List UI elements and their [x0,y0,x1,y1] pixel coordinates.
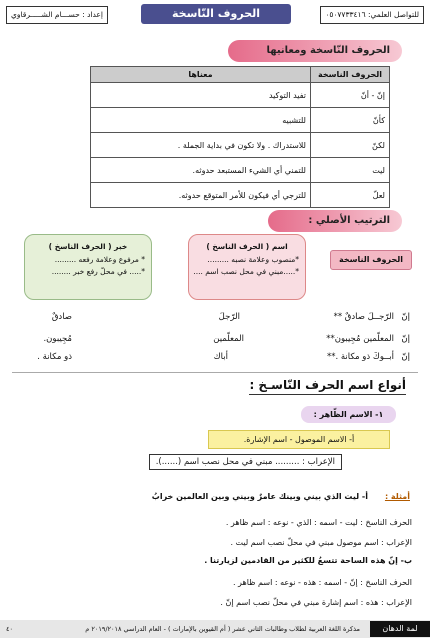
section-types-title: أنواع اسم الحرف النّاسـخ : [249,378,406,395]
zahir-label: ١- الاسم الظّاهر : [301,406,396,423]
example-khabar: ذو مكانة . [37,352,72,362]
page-footer [0,620,430,638]
example-ism: المعلّمين [213,334,244,344]
page-number: ٤٠ [6,625,13,633]
ism-line: *.....مبني في محل نصب اسم .... [193,267,299,276]
khabar-card [24,234,152,300]
table-header-row [91,67,390,83]
example-sentence: الرّجــلَ صادقٌ ** [333,312,394,322]
table-cell: لكنّ [311,133,390,158]
table-cell: للاستدراك . ولا تكون في بداية الجملة . [91,133,311,158]
example-a-line1: الحرف الناسخ : ليت - اسمه : الذي - نوعه : اسم ظاهر . [225,518,412,527]
table-row [91,183,390,208]
page-title: الحروف النّاسخة [141,4,291,24]
example-b-line2: الإعراب : هذه : اسم إشارة مبني في محلّ نصب اسم إنّ . [220,598,412,607]
example-ism: أباك [213,352,228,362]
example-khabar: صادقٌ [51,312,72,322]
footer-text: مذكرة اللغة العربية لطلاب وطالبات الثاني عشر ( أم القيوين بالإمارات ) - العام الدراسي ٢٠١٩/٢٠١٨ م [85,625,360,633]
table-cell: إنّ - أنّ [311,83,390,108]
divider [12,372,418,373]
example-b: ب- إنّ هذه الساحة تتسعُ للكثير من القادمين لزيارتنا . [204,556,412,565]
example-sentence: المعلّمين مُجِيبون** [326,334,394,344]
mawsul-ishara-label: أ- الاسم الموصول - اسم الإشارة. [208,430,390,449]
table-cell: للتشبيه [91,108,311,133]
brand-logo: لمة الدهان [370,621,430,637]
meanings-table [90,66,390,208]
nasikh-tag: الحروف الناسخة [330,250,412,270]
table-cell: تفيد التوكيد [91,83,311,108]
ism-heading: اسم ( الحرف الناسخ ) [206,242,288,251]
contact-info: للتواصل العلمي: ٠٥٠٧٧٣٣٤١٦ [320,6,424,24]
table-cell: ليت [311,158,390,183]
table-row [91,108,390,133]
example-ism: الرّجلَ [218,312,240,322]
table-cell: للترجي أي فيكون للأمر المتوقع حدوثه. [91,183,311,208]
example-particle: إنّ [401,352,410,362]
example-a-line2: الإعراب : اسم موصول مبني في محلّ نصب اسم ليت . [230,538,412,547]
table-header: الحروف الناسخة [311,67,390,83]
example-b-line1: الحرف الناسخ : إنّ - اسمه : هذه - نوعه : اسم ظاهر . [232,578,412,587]
khabar-heading: خبر ( الحرف الناسخ ) [48,242,128,251]
ism-card [188,234,306,300]
table-cell: لعلّ [311,183,390,208]
page-header [6,4,424,26]
example-particle: إنّ [401,312,410,322]
example-a: أ- ليت الذي بيني وبينك عامرٌ وبيني وبين العالمين خرابُ [151,492,368,501]
example-khabar: مُجِيبون. [43,334,72,344]
table-header: معناها [91,67,311,83]
example-particle: إنّ [401,334,410,344]
table-row [91,133,390,158]
khabar-line: * مرفوع وعلامة رفعه ......... [54,255,145,264]
author-credit: إعداد : حســـام الشـــــرقاوي [6,6,108,24]
irab-template: الإعراب : ......... مبني في محل نصب اسم (......). [149,454,342,470]
ism-line: *منصوب وعلامة نصبه ......... [207,255,299,264]
examples-label: أمثلة : [384,492,410,501]
table-row [91,158,390,183]
table-cell: للتمني أي الشيء المستبعد حدوثه. [91,158,311,183]
section-meanings-title: الحروف النّاسخة ومعانيها [228,40,402,62]
example-sentence: أبــوكَ ذو مكانة .** [326,352,394,362]
section-order-title: الترتيب الأصلي : [268,210,402,232]
table-cell: كأنّ [311,108,390,133]
khabar-line: *..... في محلّ رفع خبر ........ [51,267,145,276]
table-row [91,83,390,108]
